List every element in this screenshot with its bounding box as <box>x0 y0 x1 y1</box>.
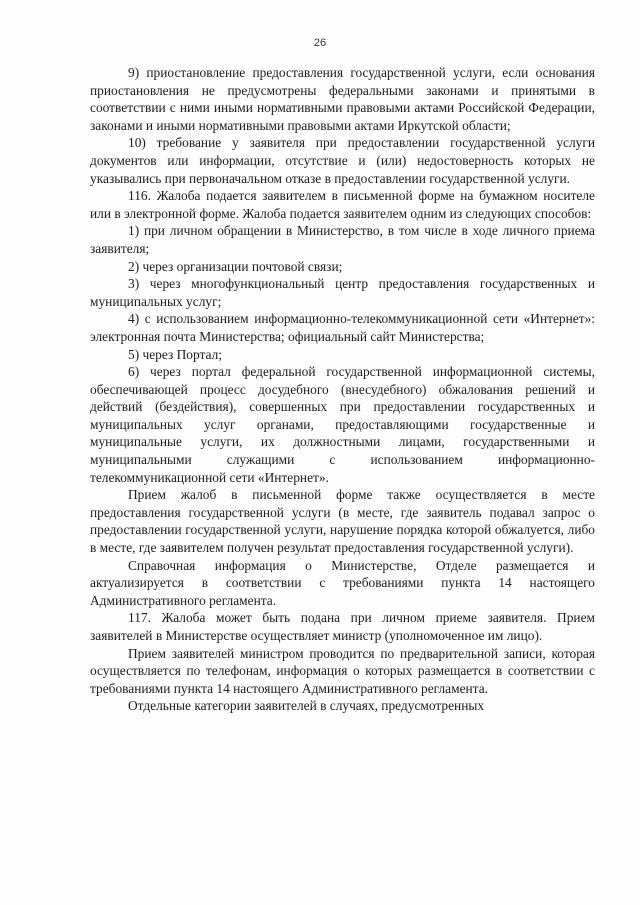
document-body <box>90 64 595 715</box>
paragraph-117: 117. Жалоба может быть подана при личном приеме заявителя. Прием заявителей в Министерстве осуществляет министр (уполномоченное им лицо). <box>90 610 595 643</box>
list-item-1: 1) при личном обращении в Министерство, в том числе в ходе личного приема заявителя; <box>90 223 595 256</box>
list-item-4: 4) с использованием информационно-телекоммуникационной сети «Интернет»: электронная почта Министерства; официальный сайт Министерства; <box>90 311 595 344</box>
paragraph-116: 116. Жалоба подается заявителем в письменной форме на бумажном носителе или в электронной форме. Жалоба подается заявителем одним из следующих способов: <box>90 188 595 221</box>
paragraph-item-10: 10) требование у заявителя при предоставлении государственной услуги документов или информации, отсутствие и (или) недостоверность которых не указывались при первоначальном отказе в предоставлении государственной услуги. <box>90 135 595 186</box>
paragraph-appointment: Прием заявителей министром проводится по предварительной записи, которая осуществляется по телефонам, информация о которых размещается в соответствии с требованиями пункта 14 настоящего Административного регламента. <box>90 645 595 696</box>
list-item-2: 2) через организации почтовой связи; <box>128 258 343 274</box>
paragraph-written-complaints: Прием жалоб в письменной форме также осуществляется в месте предоставления государственной услуги (в месте, где заявитель подавал запрос о предоставлении государственной услуги, нарушение порядка которой обжалуется, либо в месте, где заявителем получен результат предоставления государственной услуги). <box>90 487 595 556</box>
page-number: 26 <box>313 37 327 49</box>
paragraph-reference-info: Справочная информация о Министерстве, Отделе размещается и актуализируется в соответствии с требованиями пункта 14 настоящего Административного регламента. <box>90 557 595 608</box>
list-item-5: 5) через Портал; <box>128 346 222 362</box>
list-item-6: 6) через портал федеральной государственной информационной системы, обеспечивающей процесс досудебного (внесудебного) обжалования решений и действий (бездействия), совершенных при предоставлении государственных и муниципальных услуг органами, предоставляющими государственные и муниципальные услуги, их должностными лицами, государственными и муниципальными служащими с использованием информационно-телекоммуникационной сети «Интернет». <box>90 364 595 485</box>
paragraph-categories: Отдельные категории заявителей в случаях, предусмотренных <box>128 698 485 714</box>
paragraph-item-9: 9) приостановление предоставления государственной услуги, если основания приостановления не предусмотрены федеральными законами и принятыми в соответствии с ними иными нормативными правовыми актами Российской Федерации, законами и иными нормативными правовыми актами Иркутской области; <box>90 65 595 133</box>
list-item-3: 3) через многофункциональный центр предоставления государственных и муниципальных услуг; <box>90 276 595 309</box>
